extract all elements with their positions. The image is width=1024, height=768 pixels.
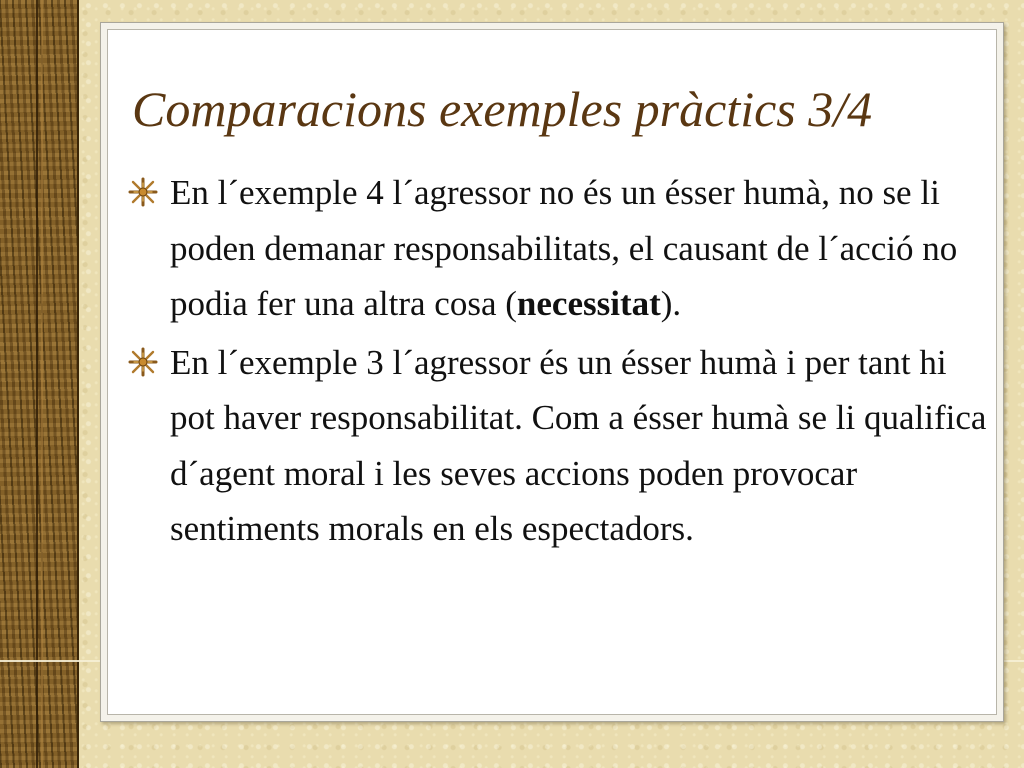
bullet-text-1b: ). [660, 284, 682, 323]
star-bullet-icon [128, 177, 158, 207]
slide-title: Comparacions exemples pràctics 3/4 [132, 81, 873, 137]
bullet-text-2: En l´exemple 3 l´agressor és un ésser humà i per tant hi pot haver responsabilitat. Com a ésser humà se li qualifica d´agent moral i les seves accions poden provocar sentiments morals en els espectadors. [170, 342, 987, 548]
wood-groove-highlight [41, 0, 43, 768]
bullet-text-1a: En l´exemple 4 l´agressor no és un ésser humà, no se li poden demanar responsabilitats, el causant de l´acció no podia fer una altra cosa ( [170, 173, 958, 323]
bullet-item-2 [128, 335, 988, 557]
wood-texture-strip [0, 0, 79, 768]
star-bullet-icon [128, 347, 158, 377]
bullet-item-1 [128, 165, 988, 332]
bullet-emphasis: necessitat [516, 284, 661, 323]
bullet-list [128, 165, 988, 557]
wood-groove [36, 0, 38, 768]
